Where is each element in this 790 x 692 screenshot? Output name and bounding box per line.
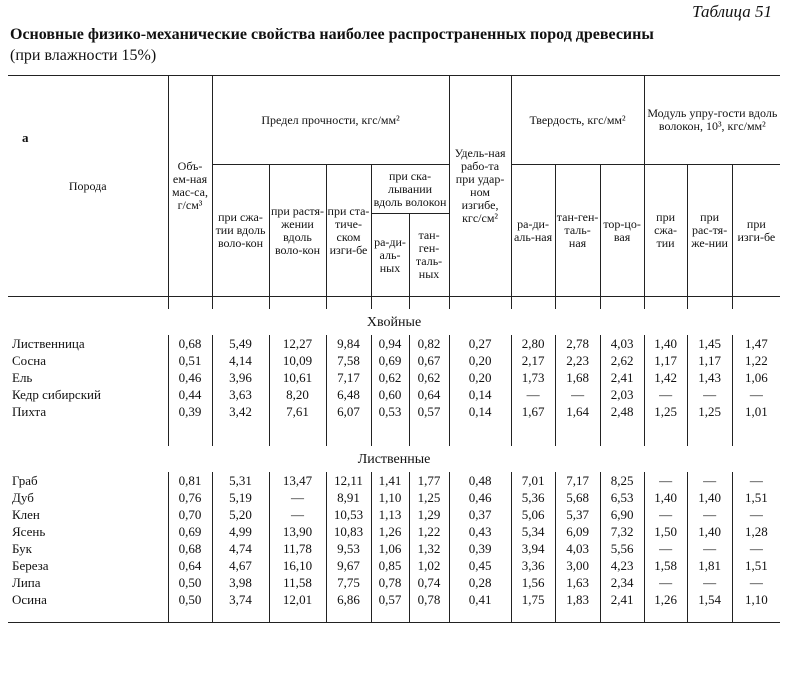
value-cell: 3,98 bbox=[212, 574, 269, 591]
header-hardness-tangential: тан-ген-таль-ная bbox=[555, 165, 600, 297]
spacer-cell bbox=[449, 608, 511, 623]
value-cell: 5,31 bbox=[212, 472, 269, 489]
breed-name: Клен bbox=[12, 507, 40, 522]
value-cell: 2,80 bbox=[511, 335, 555, 352]
value-cell: 0,43 bbox=[449, 523, 511, 540]
value-cell: 12,01 bbox=[269, 591, 326, 608]
value-cell: 1,68 bbox=[555, 369, 600, 386]
spacer-cell bbox=[409, 297, 449, 310]
table-header bbox=[8, 76, 780, 297]
spacer-row bbox=[8, 420, 780, 434]
value-cell: 1,64 bbox=[555, 403, 600, 420]
value-cell: 10,09 bbox=[269, 352, 326, 369]
value-cell: 5,19 bbox=[212, 489, 269, 506]
value-cell: 0,81 bbox=[168, 472, 212, 489]
value-cell: 0,20 bbox=[449, 352, 511, 369]
corner-mark: a bbox=[22, 130, 29, 145]
header-breed-label: Порода bbox=[68, 178, 107, 193]
value-cell: 1,58 bbox=[644, 557, 687, 574]
value-cell: 0,64 bbox=[409, 386, 449, 403]
value-cell: 1,01 bbox=[732, 403, 780, 420]
value-cell: 0,57 bbox=[409, 403, 449, 420]
spacer-cell bbox=[409, 420, 449, 434]
spacer-cell bbox=[644, 434, 687, 446]
value-cell: 1,51 bbox=[732, 557, 780, 574]
value-cell: 12,27 bbox=[269, 335, 326, 352]
spacer-cell bbox=[371, 608, 409, 623]
spacer-cell bbox=[511, 420, 555, 434]
group-label: Хвойные bbox=[366, 314, 422, 330]
value-cell: — bbox=[555, 386, 600, 403]
value-cell: 0,70 bbox=[168, 506, 212, 523]
spacer-cell bbox=[732, 434, 780, 446]
value-cell: 0,41 bbox=[449, 591, 511, 608]
header-static-bending: при ста-тиче-ском изги-бе bbox=[326, 165, 371, 297]
header-compression: при сжа-тии вдоль воло-кон bbox=[212, 165, 269, 297]
table-row bbox=[8, 352, 780, 369]
value-cell: 5,20 bbox=[212, 506, 269, 523]
header-hardness-group: Твердость, кгс/мм² bbox=[511, 76, 644, 165]
value-cell: 11,58 bbox=[269, 574, 326, 591]
group-label: Лиственные bbox=[357, 451, 431, 467]
value-cell: 4,67 bbox=[212, 557, 269, 574]
value-cell: 5,06 bbox=[511, 506, 555, 523]
value-cell: 0,60 bbox=[371, 386, 409, 403]
value-cell: 0,78 bbox=[409, 591, 449, 608]
value-cell: 0,28 bbox=[449, 574, 511, 591]
table-row bbox=[8, 574, 780, 591]
value-cell: 1,10 bbox=[732, 591, 780, 608]
value-cell: — bbox=[732, 472, 780, 489]
value-cell: 4,03 bbox=[555, 540, 600, 557]
spacer-cell bbox=[511, 608, 555, 623]
table-body bbox=[8, 297, 780, 623]
value-cell: 1,42 bbox=[644, 369, 687, 386]
value-cell: 1,28 bbox=[732, 523, 780, 540]
value-cell: 10,53 bbox=[326, 506, 371, 523]
value-cell: 3,36 bbox=[511, 557, 555, 574]
value-cell: — bbox=[687, 506, 732, 523]
value-cell: 0,14 bbox=[449, 403, 511, 420]
spacer-cell bbox=[449, 420, 511, 434]
value-cell: — bbox=[644, 386, 687, 403]
spacer-cell bbox=[511, 434, 555, 446]
value-cell: 0,50 bbox=[168, 574, 212, 591]
value-cell: 6,09 bbox=[555, 523, 600, 540]
value-cell: 1,32 bbox=[409, 540, 449, 557]
header-tension: при растя-жении вдоль воло-кон bbox=[269, 165, 326, 297]
spacer-cell bbox=[644, 608, 687, 623]
spacer-cell bbox=[644, 420, 687, 434]
value-cell: — bbox=[511, 386, 555, 403]
value-cell: 3,74 bbox=[212, 591, 269, 608]
value-cell: 1,54 bbox=[687, 591, 732, 608]
properties-table bbox=[8, 75, 780, 623]
value-cell: 0,82 bbox=[409, 335, 449, 352]
value-cell: 1,40 bbox=[644, 489, 687, 506]
table-row bbox=[8, 591, 780, 608]
value-cell: 10,61 bbox=[269, 369, 326, 386]
value-cell: 0,48 bbox=[449, 472, 511, 489]
breed-name: Бук bbox=[12, 541, 32, 556]
value-cell: 0,44 bbox=[168, 386, 212, 403]
breed-name: Липа bbox=[12, 575, 41, 590]
spacer-cell bbox=[449, 434, 511, 446]
group-row bbox=[8, 446, 780, 472]
table-row bbox=[8, 335, 780, 352]
table-row bbox=[8, 557, 780, 574]
spacer-cell bbox=[687, 608, 732, 623]
spacer-row bbox=[8, 434, 780, 446]
value-cell: 1,06 bbox=[732, 369, 780, 386]
header-hardness-radial: ра-ди-аль-ная bbox=[511, 165, 555, 297]
value-cell: — bbox=[687, 472, 732, 489]
value-cell: 1,25 bbox=[644, 403, 687, 420]
value-cell: 0,74 bbox=[409, 574, 449, 591]
value-cell: 5,49 bbox=[212, 335, 269, 352]
value-cell: 1,47 bbox=[732, 335, 780, 352]
spacer-cell bbox=[269, 608, 326, 623]
spacer-cell bbox=[212, 608, 269, 623]
table-row bbox=[8, 506, 780, 523]
value-cell: 4,03 bbox=[600, 335, 644, 352]
value-cell: 0,39 bbox=[168, 403, 212, 420]
spacer-cell bbox=[555, 297, 600, 310]
value-cell: — bbox=[687, 574, 732, 591]
value-cell: 0,68 bbox=[168, 540, 212, 557]
value-cell: 7,61 bbox=[269, 403, 326, 420]
value-cell: 3,96 bbox=[212, 369, 269, 386]
spacer-cell bbox=[555, 434, 600, 446]
spacer-cell bbox=[371, 297, 409, 310]
value-cell: 1,26 bbox=[371, 523, 409, 540]
value-cell: 7,58 bbox=[326, 352, 371, 369]
value-cell: 7,32 bbox=[600, 523, 644, 540]
value-cell: 1,56 bbox=[511, 574, 555, 591]
spacer-cell bbox=[8, 608, 168, 623]
value-cell: 0,62 bbox=[409, 369, 449, 386]
value-cell: 9,53 bbox=[326, 540, 371, 557]
value-cell: 1,41 bbox=[371, 472, 409, 489]
value-cell: 0,53 bbox=[371, 403, 409, 420]
value-cell: 1,29 bbox=[409, 506, 449, 523]
value-cell: 1,67 bbox=[511, 403, 555, 420]
value-cell: 0,64 bbox=[168, 557, 212, 574]
value-cell: — bbox=[644, 472, 687, 489]
spacer-cell bbox=[269, 420, 326, 434]
value-cell: 2,34 bbox=[600, 574, 644, 591]
value-cell: 1,63 bbox=[555, 574, 600, 591]
header-strength-group: Предел прочности, кгс/мм² bbox=[212, 76, 449, 165]
spacer-cell bbox=[687, 297, 732, 310]
value-cell: — bbox=[644, 574, 687, 591]
value-cell: 2,23 bbox=[555, 352, 600, 369]
table-row bbox=[8, 540, 780, 557]
spacer-cell bbox=[8, 297, 168, 310]
spacer-cell bbox=[600, 434, 644, 446]
spacer-cell bbox=[732, 297, 780, 310]
header-hardness-end: тор-цо-вая bbox=[600, 165, 644, 297]
breed-name: Граб bbox=[12, 473, 38, 488]
header-shear-radial: ра-ди-аль-ных bbox=[371, 214, 409, 297]
spacer-cell bbox=[269, 434, 326, 446]
breed-name: Пихта bbox=[12, 404, 47, 419]
value-cell: 1,22 bbox=[732, 352, 780, 369]
value-cell: 2,17 bbox=[511, 352, 555, 369]
value-cell: 0,57 bbox=[371, 591, 409, 608]
spacer-cell bbox=[600, 608, 644, 623]
value-cell: 1,45 bbox=[687, 335, 732, 352]
value-cell: 7,17 bbox=[555, 472, 600, 489]
value-cell: 0,69 bbox=[168, 523, 212, 540]
table-row bbox=[8, 403, 780, 420]
value-cell: 10,83 bbox=[326, 523, 371, 540]
value-cell: 6,86 bbox=[326, 591, 371, 608]
value-cell: 3,63 bbox=[212, 386, 269, 403]
value-cell: 4,23 bbox=[600, 557, 644, 574]
value-cell: 2,41 bbox=[600, 369, 644, 386]
header-modulus-group: Модуль упру-гости вдоль волокон, 10³, кгс/мм² bbox=[644, 76, 780, 165]
header-shear-group: при ска-лывании вдоль волокон bbox=[371, 165, 449, 214]
spacer-cell bbox=[449, 297, 511, 310]
value-cell: — bbox=[269, 489, 326, 506]
breed-name: Осина bbox=[12, 592, 47, 607]
value-cell: 2,41 bbox=[600, 591, 644, 608]
value-cell: 16,10 bbox=[269, 557, 326, 574]
breed-name: Дуб bbox=[12, 490, 34, 505]
value-cell: 2,03 bbox=[600, 386, 644, 403]
value-cell: 0,27 bbox=[449, 335, 511, 352]
breed-name: Кедр сибирский bbox=[12, 387, 101, 402]
header-impact-work: Удель-ная рабо-та при удар-ном изгибе, кгс/см² bbox=[449, 76, 511, 297]
value-cell: 2,48 bbox=[600, 403, 644, 420]
value-cell: 1,81 bbox=[687, 557, 732, 574]
value-cell: — bbox=[732, 386, 780, 403]
value-cell: 1,06 bbox=[371, 540, 409, 557]
value-cell: 0,37 bbox=[449, 506, 511, 523]
value-cell: 1,50 bbox=[644, 523, 687, 540]
value-cell: 1,73 bbox=[511, 369, 555, 386]
value-cell: 5,34 bbox=[511, 523, 555, 540]
table-row bbox=[8, 386, 780, 403]
spacer-cell bbox=[371, 420, 409, 434]
value-cell: 7,17 bbox=[326, 369, 371, 386]
value-cell: 0,62 bbox=[371, 369, 409, 386]
value-cell: 0,51 bbox=[168, 352, 212, 369]
spacer-row bbox=[8, 608, 780, 623]
value-cell: 1,40 bbox=[687, 489, 732, 506]
value-cell: 1,83 bbox=[555, 591, 600, 608]
value-cell: 3,42 bbox=[212, 403, 269, 420]
value-cell: 7,75 bbox=[326, 574, 371, 591]
value-cell: 13,90 bbox=[269, 523, 326, 540]
breed-name: Лиственница bbox=[12, 336, 85, 351]
spacer-cell bbox=[269, 297, 326, 310]
value-cell: 2,62 bbox=[600, 352, 644, 369]
spacer-cell bbox=[687, 420, 732, 434]
spacer-cell bbox=[732, 608, 780, 623]
value-cell: — bbox=[732, 506, 780, 523]
spacer-cell bbox=[326, 608, 371, 623]
value-cell: 4,74 bbox=[212, 540, 269, 557]
header-shear-tangential: тан-ген-таль-ных bbox=[409, 214, 449, 297]
spacer-cell bbox=[555, 608, 600, 623]
spacer-cell bbox=[8, 434, 168, 446]
header-mod-tension: при рас-тя-же-нии bbox=[687, 165, 732, 297]
spacer-cell bbox=[168, 420, 212, 434]
header-breed bbox=[8, 76, 168, 297]
value-cell: 1,75 bbox=[511, 591, 555, 608]
value-cell: 0,69 bbox=[371, 352, 409, 369]
value-cell: 0,45 bbox=[449, 557, 511, 574]
value-cell: 1,10 bbox=[371, 489, 409, 506]
spacer-cell bbox=[644, 297, 687, 310]
value-cell: 6,07 bbox=[326, 403, 371, 420]
value-cell: 5,36 bbox=[511, 489, 555, 506]
value-cell: 2,78 bbox=[555, 335, 600, 352]
value-cell: 8,25 bbox=[600, 472, 644, 489]
spacer-cell bbox=[600, 420, 644, 434]
value-cell: — bbox=[644, 506, 687, 523]
spacer-cell bbox=[168, 297, 212, 310]
value-cell: 1,25 bbox=[687, 403, 732, 420]
spacer-cell bbox=[511, 297, 555, 310]
table-caption: Таблица 51 bbox=[692, 2, 772, 21]
spacer-cell bbox=[732, 420, 780, 434]
table-subtitle: (при влажности 15%) bbox=[10, 47, 157, 64]
breed-name: Береза bbox=[12, 558, 49, 573]
breed-name: Ель bbox=[12, 370, 33, 385]
table-title: Основные физико-механические свойства наиболее распространенных пород древесины bbox=[10, 26, 654, 43]
table-row bbox=[8, 472, 780, 489]
spacer-cell bbox=[212, 420, 269, 434]
value-cell: 0,46 bbox=[449, 489, 511, 506]
value-cell: — bbox=[644, 540, 687, 557]
table-row bbox=[8, 369, 780, 386]
spacer-cell bbox=[326, 434, 371, 446]
header-density: Объ-ем-ная мас-са, г/см³ bbox=[168, 76, 212, 297]
value-cell: 0,46 bbox=[168, 369, 212, 386]
value-cell: 1,43 bbox=[687, 369, 732, 386]
table-row bbox=[8, 489, 780, 506]
value-cell: 13,47 bbox=[269, 472, 326, 489]
header-mod-compression: при сжа-тии bbox=[644, 165, 687, 297]
spacer-cell bbox=[409, 434, 449, 446]
value-cell: — bbox=[687, 386, 732, 403]
value-cell: 12,11 bbox=[326, 472, 371, 489]
value-cell: 1,77 bbox=[409, 472, 449, 489]
value-cell: 1,02 bbox=[409, 557, 449, 574]
value-cell: 4,14 bbox=[212, 352, 269, 369]
value-cell: 1,40 bbox=[687, 523, 732, 540]
header-mod-bending: при изги-бе bbox=[732, 165, 780, 297]
value-cell: 6,53 bbox=[600, 489, 644, 506]
value-cell: 0,76 bbox=[168, 489, 212, 506]
spacer-cell bbox=[409, 608, 449, 623]
value-cell: 0,50 bbox=[168, 591, 212, 608]
spacer-cell bbox=[326, 420, 371, 434]
table-row bbox=[8, 523, 780, 540]
value-cell: 6,48 bbox=[326, 386, 371, 403]
value-cell: 1,26 bbox=[644, 591, 687, 608]
spacer-cell bbox=[212, 434, 269, 446]
value-cell: 11,78 bbox=[269, 540, 326, 557]
value-cell: 9,67 bbox=[326, 557, 371, 574]
spacer-cell bbox=[600, 297, 644, 310]
group-row bbox=[8, 309, 780, 335]
value-cell: 0,39 bbox=[449, 540, 511, 557]
value-cell: 0,14 bbox=[449, 386, 511, 403]
spacer-cell bbox=[555, 420, 600, 434]
value-cell: 3,94 bbox=[511, 540, 555, 557]
value-cell: 1,17 bbox=[687, 352, 732, 369]
value-cell: 8,20 bbox=[269, 386, 326, 403]
value-cell: — bbox=[732, 540, 780, 557]
value-cell: 0,20 bbox=[449, 369, 511, 386]
value-cell: 1,13 bbox=[371, 506, 409, 523]
value-cell: 0,85 bbox=[371, 557, 409, 574]
value-cell: 8,91 bbox=[326, 489, 371, 506]
value-cell: 5,56 bbox=[600, 540, 644, 557]
value-cell: 1,25 bbox=[409, 489, 449, 506]
value-cell: 9,84 bbox=[326, 335, 371, 352]
value-cell: 5,37 bbox=[555, 506, 600, 523]
spacer-cell bbox=[212, 297, 269, 310]
value-cell: 1,51 bbox=[732, 489, 780, 506]
spacer-cell bbox=[371, 434, 409, 446]
value-cell: — bbox=[269, 506, 326, 523]
value-cell: 5,68 bbox=[555, 489, 600, 506]
value-cell: 6,90 bbox=[600, 506, 644, 523]
value-cell: 0,68 bbox=[168, 335, 212, 352]
breed-name: Сосна bbox=[12, 353, 46, 368]
value-cell: 0,94 bbox=[371, 335, 409, 352]
value-cell: 4,99 bbox=[212, 523, 269, 540]
value-cell: 0,78 bbox=[371, 574, 409, 591]
value-cell: 1,17 bbox=[644, 352, 687, 369]
value-cell: 1,22 bbox=[409, 523, 449, 540]
spacer-cell bbox=[326, 297, 371, 310]
spacer-cell bbox=[168, 608, 212, 623]
value-cell: 1,40 bbox=[644, 335, 687, 352]
spacer-cell bbox=[8, 420, 168, 434]
breed-name: Ясень bbox=[12, 524, 46, 539]
spacer-row bbox=[8, 297, 780, 310]
value-cell: 7,01 bbox=[511, 472, 555, 489]
value-cell: — bbox=[687, 540, 732, 557]
value-cell: 0,67 bbox=[409, 352, 449, 369]
spacer-cell bbox=[168, 434, 212, 446]
value-cell: 3,00 bbox=[555, 557, 600, 574]
value-cell: — bbox=[732, 574, 780, 591]
spacer-cell bbox=[687, 434, 732, 446]
